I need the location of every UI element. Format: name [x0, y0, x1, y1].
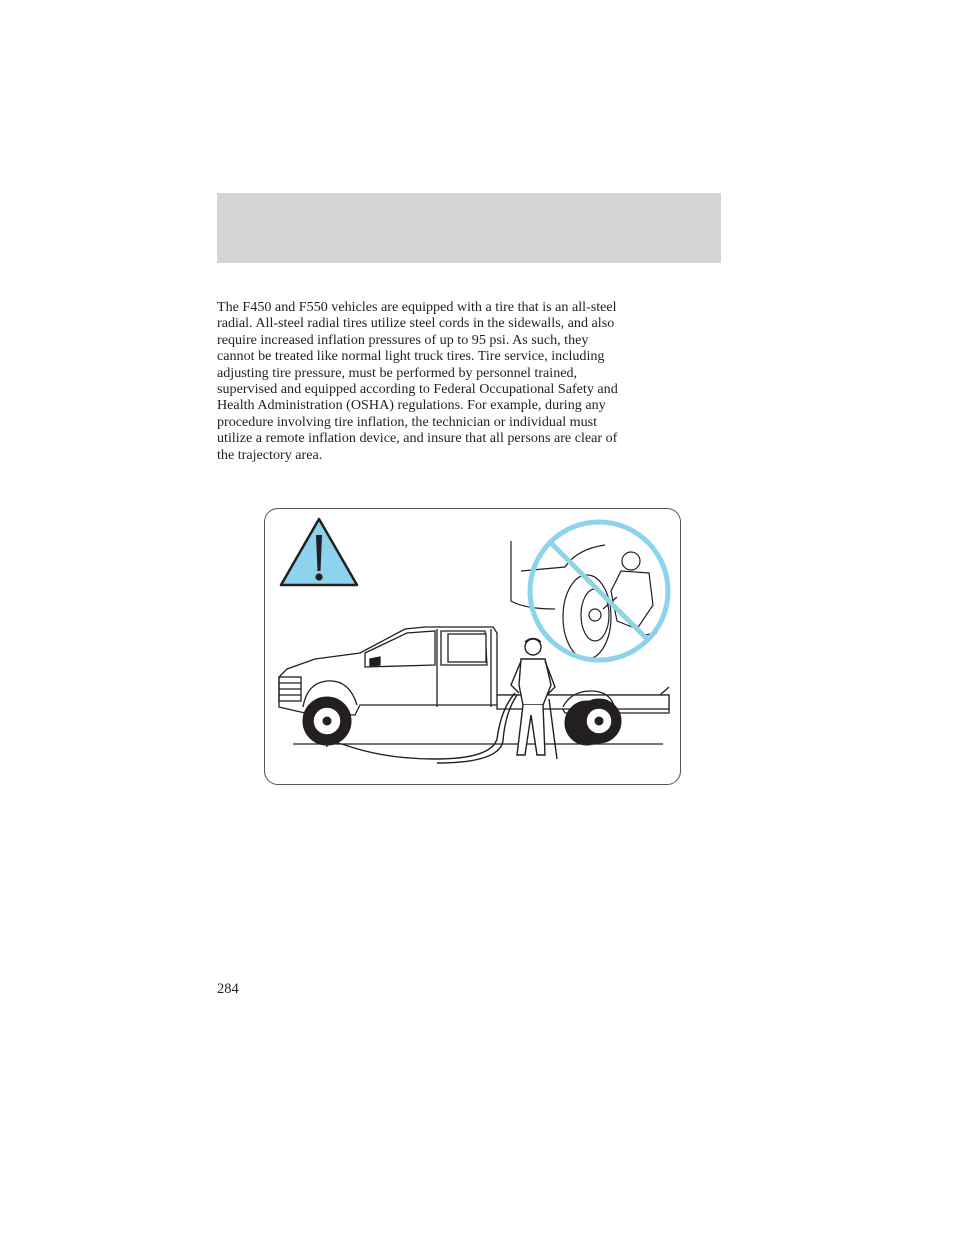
section-header-band	[217, 193, 721, 263]
front-wheel	[303, 697, 351, 745]
illustration-svg	[265, 509, 680, 784]
page-number: 284	[217, 981, 239, 997]
rear-wheel	[565, 699, 621, 745]
tire-inflation-illustration	[264, 508, 681, 785]
body-paragraph: The F450 and F550 vehicles are equipped with a tire that is an all-steel radial. All-steel radial tires utilize steel cords in the sidewalls, and also require increased inflation pressures of up to 95 psi. As such, they cannot be treated like normal light truck tires. Tire service, including adjusting tire pressure, must be performed by personnel trained, supervised and equipped according to Federal Occupational Safety and Health Administration (OSHA) regulations. For example, during any procedure involving tire inflation, the technician or individual must utilize a remote inflation device, and insure that all persons are clear of the trajectory area.	[217, 299, 618, 463]
warning-triangle-icon	[281, 519, 357, 585]
